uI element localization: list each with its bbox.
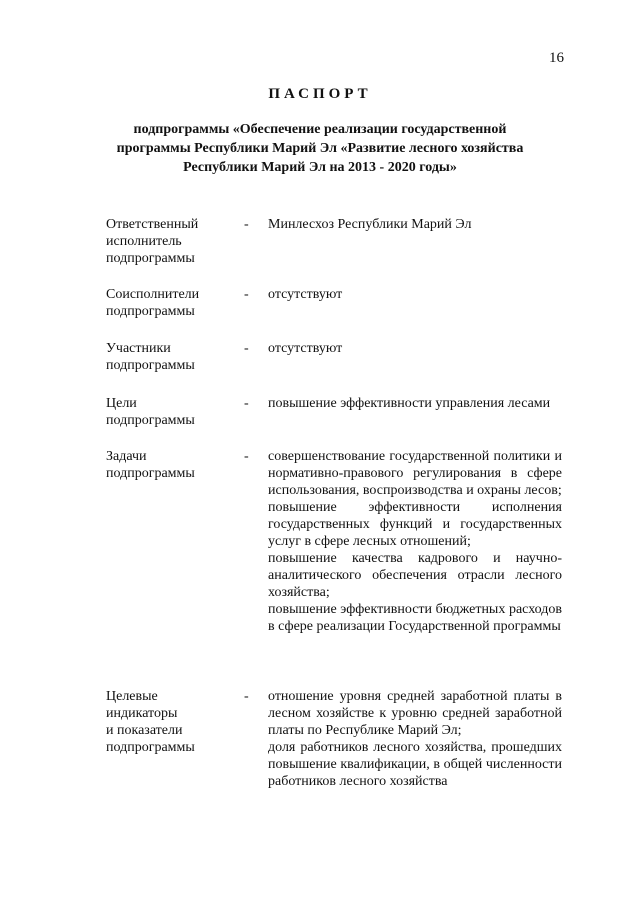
content-paragraph: доля работников лесного хозяйства, прошедших повышение квалификации, в общей численности работников лесного хозяйства	[268, 740, 562, 789]
row-label: Целевые индикаторы и показатели подпрограммы	[106, 689, 195, 755]
subprogram-subtitle	[0, 120, 640, 177]
row-content	[268, 286, 562, 303]
row-content	[268, 395, 562, 412]
row-label: Цели подпрограммы	[106, 396, 195, 428]
content-paragraph: отсутствуют	[268, 341, 343, 356]
row-content	[268, 688, 562, 790]
row-label: Участники подпрограммы	[106, 341, 195, 373]
page-number: 16	[549, 50, 564, 66]
row-dash: -	[244, 449, 249, 464]
content-paragraph: повышение эффективности бюджетных расходов в сфере реализации Государственной программы	[268, 602, 562, 634]
row-dash: -	[244, 689, 249, 704]
row-dash: -	[244, 341, 249, 356]
content-paragraph: отношение уровня средней заработной платы в лесном хозяйстве к уровню средней заработной платы по Республике Марий Эл;	[268, 689, 562, 738]
row-content	[268, 448, 562, 635]
row-label: Ответственный исполнитель подпрограммы	[106, 217, 199, 266]
row-dash: -	[244, 287, 249, 302]
subtitle-line: программы Республики Марий Эл «Развитие лесного хозяйства	[116, 141, 524, 156]
content-paragraph: повышение эффективности исполнения государственных функций и государственных услуг в сфере лесных отношений;	[268, 500, 562, 549]
row-label: Задачи подпрограммы	[106, 449, 195, 481]
row-content	[268, 340, 562, 357]
row-dash: -	[244, 396, 249, 411]
row-dash: -	[244, 217, 249, 232]
row-label: Соисполнители подпрограммы	[106, 287, 200, 319]
content-paragraph: совершенствование государственной политики и нормативно-правового регулирования в сфере использования, воспроизводства и охраны лесов;	[268, 449, 562, 498]
content-paragraph: отсутствуют	[268, 287, 343, 302]
row-content	[268, 216, 562, 233]
passport-title: ПАСПОРТ	[268, 86, 372, 102]
content-paragraph: повышение эффективности управления лесами	[268, 396, 551, 411]
content-paragraph: повышение качества кадрового и научно-аналитического обеспечения отрасли лесного хозяйства;	[268, 551, 562, 600]
subtitle-line: подпрограммы «Обеспечение реализации государственной	[133, 122, 507, 137]
subtitle-line: Республики Марий Эл на 2013 - 2020 годы»	[183, 160, 457, 175]
content-paragraph: Минлесхоз Республики Марий Эл	[268, 217, 472, 232]
